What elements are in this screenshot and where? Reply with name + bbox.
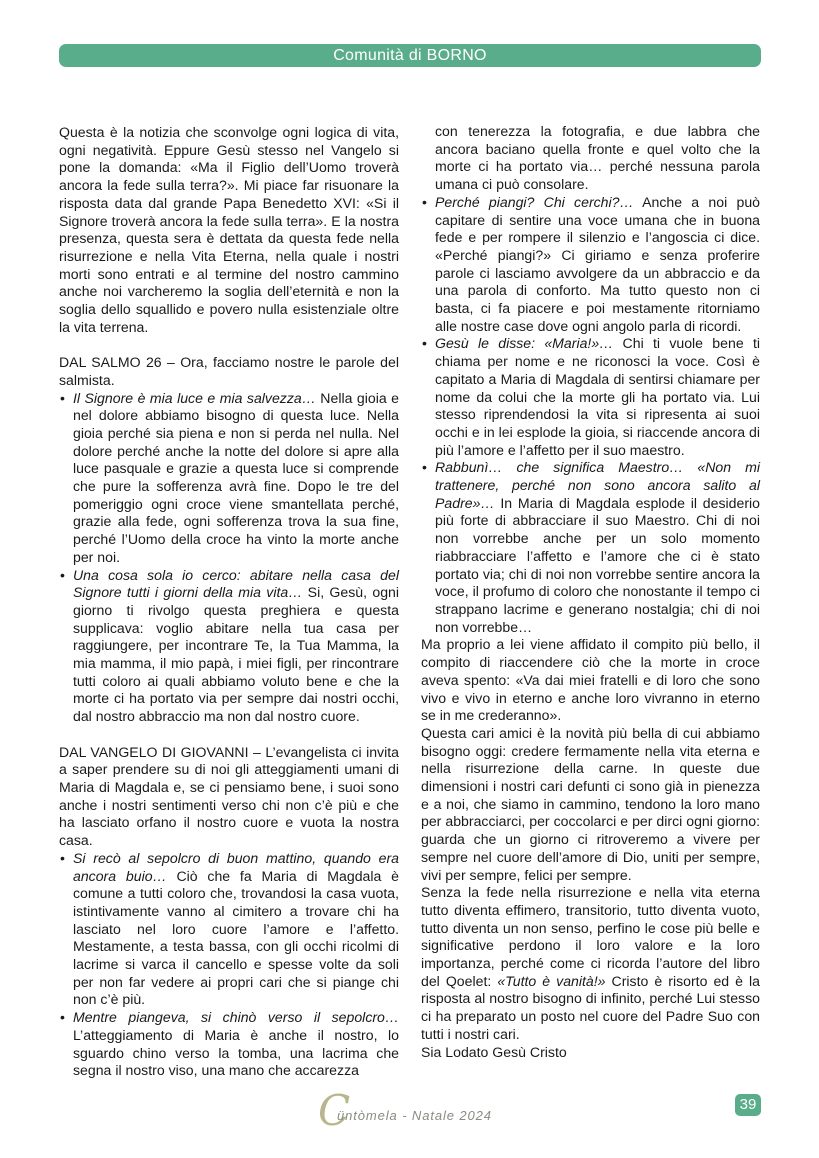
closing-line: Sia Lodato Gesù Cristo <box>421 1043 567 1060</box>
magazine-title: üntòmela - Natale 2024 <box>337 1108 492 1123</box>
section-header: Comunità di BORNO <box>59 44 761 67</box>
body-paragraph: Ma proprio a lei viene affidato il compito più bello, il compito di riaccendere ciò che la morte in croce aveva spento: «Va dai miei fratelli e di loro che sono vivo e vivo in eterno e anche loro vivranno in eterno se in me crederanno». <box>421 636 760 724</box>
vangelo-heading-paragraph: DAL VANGELO DI GIOVANNI – L’evangelista ci invita a saper prendere su di noi gli atteggiamenti umani di Maria di Magdala e, se ci pensiamo bene, i suoi sono anche i nostri sentimenti verso chi non c’è più e che ha lasciato orfano il nostro cuore e vuota la nostra casa. <box>59 743 399 849</box>
magazine-footer <box>318 1086 538 1140</box>
body-paragraph: Questa cari amici è la novità più bella di cui abbiamo bisogno oggi: credere fermamente nella vita eterna e nella risurrezione della carne. In queste due dimensioni i nostri cari defunti ci sono già in pienezza e a noi, che siamo in cammino, tendono la loro mano per abbracciarci, per coccolarci e per dirci ogni giorno: guarda che un giorno ci ritroveremo a vivere per sempre nel cuore dell’amore di Dio, uniti per sempre, vivi per sempre, felici per sempre. <box>421 724 760 883</box>
page-number: 39 <box>735 1094 761 1116</box>
list-item: • Rabbunì… che significa Maestro… «Non mi trattenere, perché non sono ancora salito al Padre»… In Maria di Magdala esplode il desiderio più forte di abbracciare il suo Maestro. Chi di noi non vorrebbe anche per un solo momento riabbracciare l’affetto e l’amore che ci è stato portato via; chi di noi non vorrebbe sentire ancora la voce, il profumo di coloro che nonostante il tempo ci strappano lacrime e generano nostalgia; chi di noi non vorrebbe… <box>421 459 760 636</box>
intro-paragraph: Questa è la notizia che sconvolge ogni logica di vita, ogni negatività. Eppure Gesù stesso nel Vangelo si pone la domanda: «Ma il Figlio dell’Uomo troverà ancora la fede sulla terra?». Mi piace far risuonare la risposta data dal grande Papa Benedetto XVI: «Si il Signore troverà ancora la fede sulla terra». E la nostra presenza, questa sera è dettata da questa fede nella risurrezione e nella Vita Eterna, nella quale i nostri morti sono entrati e al termine del nostro cammino anche noi varcheremo la soglia dell’eternità e non la soglia dello squallido e povero nulla esistenziale oltre la vita terrena. <box>59 124 399 335</box>
left-column <box>59 124 399 1080</box>
list-item: • Mentre piangeva, si chinò verso il sepolcro… L’atteggiamento di Maria è anche il nostro, lo sguardo chino verso la tomba, una lacrima che segna il nostro viso, una mano che accarezza <box>59 1009 399 1080</box>
vangelo-list <box>59 850 399 1080</box>
list-item: • Il Signore è mia luce e mia salvezza… Nella gioia e nel dolore abbiamo bisogno di questa luce. Nella gioia perché sia piena e non si perda nel nulla. Nel dolore perché anche la notte del dolore si apre alla luce pasquale e grazie a questa luce si comprende che pure la sofferenza avrà fine. Dopo le tre del pomeriggio ogni croce viene smantellata perché, grazie alla fede, ogni sofferenza trova la sua fine, perché l’Uomo della croce ha vinto la morte anche per noi. <box>59 390 399 567</box>
continuation-paragraph: con tenerezza la fotografia, e due labbra che ancora baciano quella fronte e quel volto che la morte ci ha portato via… perché nessuna parola umana ci può consolare. <box>435 123 760 193</box>
list-item: • Si recò al sepolcro di buon mattino, quando era ancora buio… Ciò che fa Maria di Magdala è comune a tutti coloro che, trovandosi la casa vuota, istintivamente vanno al cimitero a trovare chi ha lasciato nel loro cuore l’amore e l’affetto. Mestamente, a testa bassa, con gli occhi ricolmi di lacrime si varca il cancello e spesse volte da soli per non far vedere ai propri cari che si piange chi non c’è più. <box>59 850 399 1009</box>
vangelo-list-continued <box>421 194 760 637</box>
list-item: • Una cosa sola io cerco: abitare nella casa del Signore tutti i giorni della mia vita… Si, Gesù, ogni giorno ti rivolgo questa preghiera e questa supplicava: voglio abitare nella tua casa per raggiungere, per incontrare Te, la Tua Mamma, la mia mamma, il mio papà, i miei figli, per rincontrare tutti coloro ai quali abbiamo voluto bene e che la morte ci ha portato via per sempre dai nostri occhi, dal nostro abbraccio ma non dal nostro cuore. <box>59 567 399 726</box>
right-column <box>421 123 760 1061</box>
magazine-logo-letter: C <box>318 1086 351 1135</box>
body-paragraph: Senza la fede nella risurrezione e nella vita eterna tutto diventa effimero, transitorio, tutto diventa vuoto, tutto diventa un non senso, perfino le cose più belle e significative perdono il loro valore e la loro importanza, perché come ci ricorda l’autore del libro del Qoelet: «Tutto è vanità!» Cristo è risorto ed è la risposta al nostro bisogno di infinito, perché Lui stesso ci ha preparato un posto nel cuore del Padre Suo con tutti i nostri cari. <box>421 884 760 1042</box>
salmo-list <box>59 390 399 726</box>
list-item: • Perché piangi? Chi cerchi?… Anche a noi può capitare di sentire una voce umana che in buona fede e per rompere il silenzio e l’angoscia ci dice. «Perché piangi?» Ci giriamo e senza proferire parole ci lasciamo avvolgere da un abbraccio e da una parola di conforto. Ma tutto questo non ci basta, ci fa piacere e poi mestamente ritorniamo alle nostre case dove ogni angolo parla di ricordi. <box>421 194 760 336</box>
list-item: • Gesù le disse: «Maria!»… Chi ti vuole bene ti chiama per nome e ne riconosci la voce. Così è capitato a Maria di Magdala di sentirsi chiamare per nome da colui che la morte gli ha portato via. Lui stesso riprendendosi la vita si ripresenta ai suoi occhi e in lei esplode la gioia, si riaccende ancora di più l’amore e l’affetto per il suo maestro. <box>421 335 760 459</box>
salmo-heading-paragraph: DAL SALMO 26 – Ora, facciamo nostre le parole del salmista. <box>59 354 399 388</box>
